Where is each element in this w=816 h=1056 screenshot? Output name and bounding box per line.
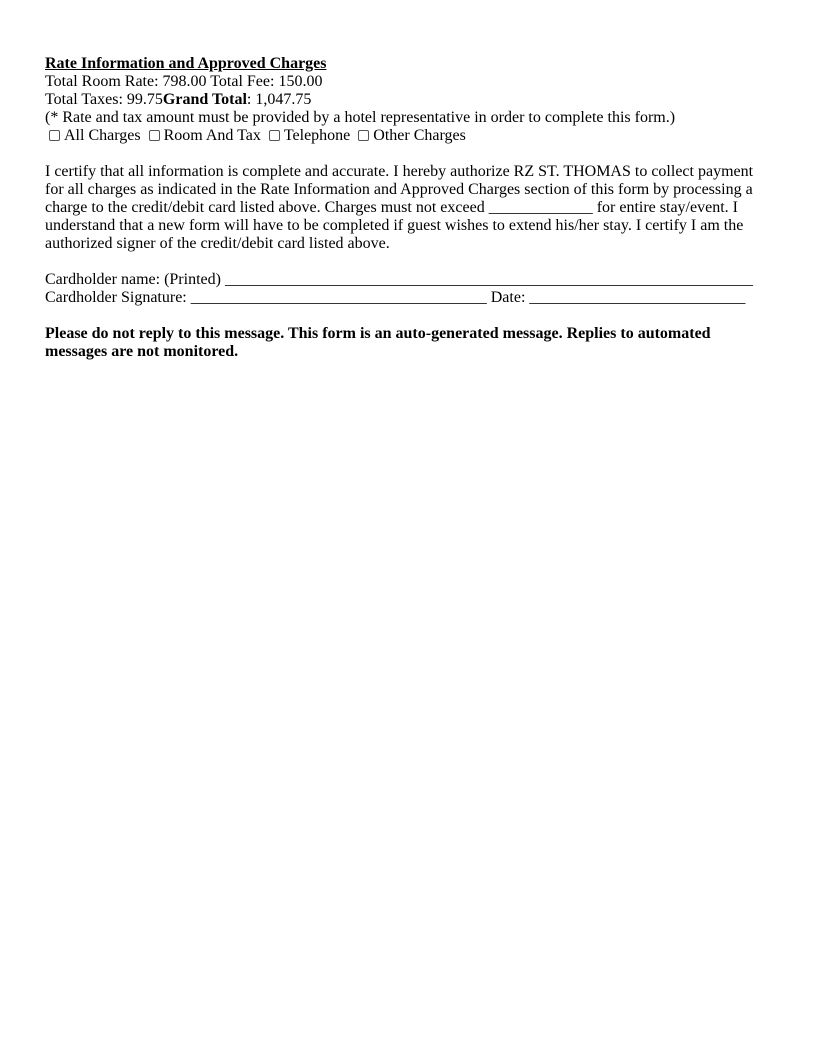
rate-line: [45, 73, 771, 91]
room-rate-value: 798.00: [162, 73, 207, 90]
taxes-label: Total Taxes:: [45, 91, 123, 108]
other-charges-label: Other Charges: [373, 127, 466, 144]
signature-blank: _____________________________________: [190, 289, 487, 306]
auto-generated-notice: Please do not reply to this message. This form is an auto-generated message. Replies to automated messages are not monitored.: [45, 325, 711, 360]
grand-total-label: Grand Total: [162, 91, 247, 108]
certification-paragraph: I certify that all information is complete and accurate. I hereby authorize RZ ST. THOMAS to collect payment for all charges as indicated in the Rate Information and Approved Charges section of this form by processing a charge to the credit/debit card listed above. Charges must not exceed _____________ for entire stay/event. I understand that a new form will have to be completed if guest wishes to extend his/her stay. I certify I am the authorized signer of the credit/debit card listed above.: [45, 163, 754, 252]
rate-note: (* Rate and tax amount must be provided by a hotel representative in order to complete this form.): [45, 109, 676, 126]
room-and-tax-label: Room And Tax: [163, 127, 261, 144]
all-charges-checkbox[interactable]: [49, 130, 60, 141]
charges-checkbox-group: [45, 127, 771, 145]
taxes-value: 99.75: [126, 91, 163, 108]
cardholder-signature-line: [45, 289, 771, 307]
telephone-checkbox[interactable]: [269, 130, 280, 141]
cardholder-name-line: Cardholder name: (Printed) __________________________________________________________________: [45, 271, 753, 288]
telephone-label: Telephone: [283, 127, 351, 144]
room-and-tax-checkbox[interactable]: [149, 130, 160, 141]
all-charges-label: All Charges: [64, 127, 141, 144]
date-label: Date:: [490, 289, 526, 306]
grand-total-value: : 1,047.75: [246, 91, 312, 108]
taxes-line: [45, 91, 771, 109]
section-heading: Rate Information and Approved Charges: [45, 55, 327, 72]
date-blank: ___________________________: [529, 289, 746, 306]
signature-label: Cardholder Signature:: [45, 289, 187, 306]
other-charges-checkbox[interactable]: [358, 130, 369, 141]
room-rate-label: Total Room Rate:: [45, 73, 159, 90]
signature-block: [45, 271, 771, 307]
fee-value: 150.00: [278, 73, 323, 90]
fee-label: Total Fee:: [210, 73, 275, 90]
form-page: [0, 0, 816, 361]
